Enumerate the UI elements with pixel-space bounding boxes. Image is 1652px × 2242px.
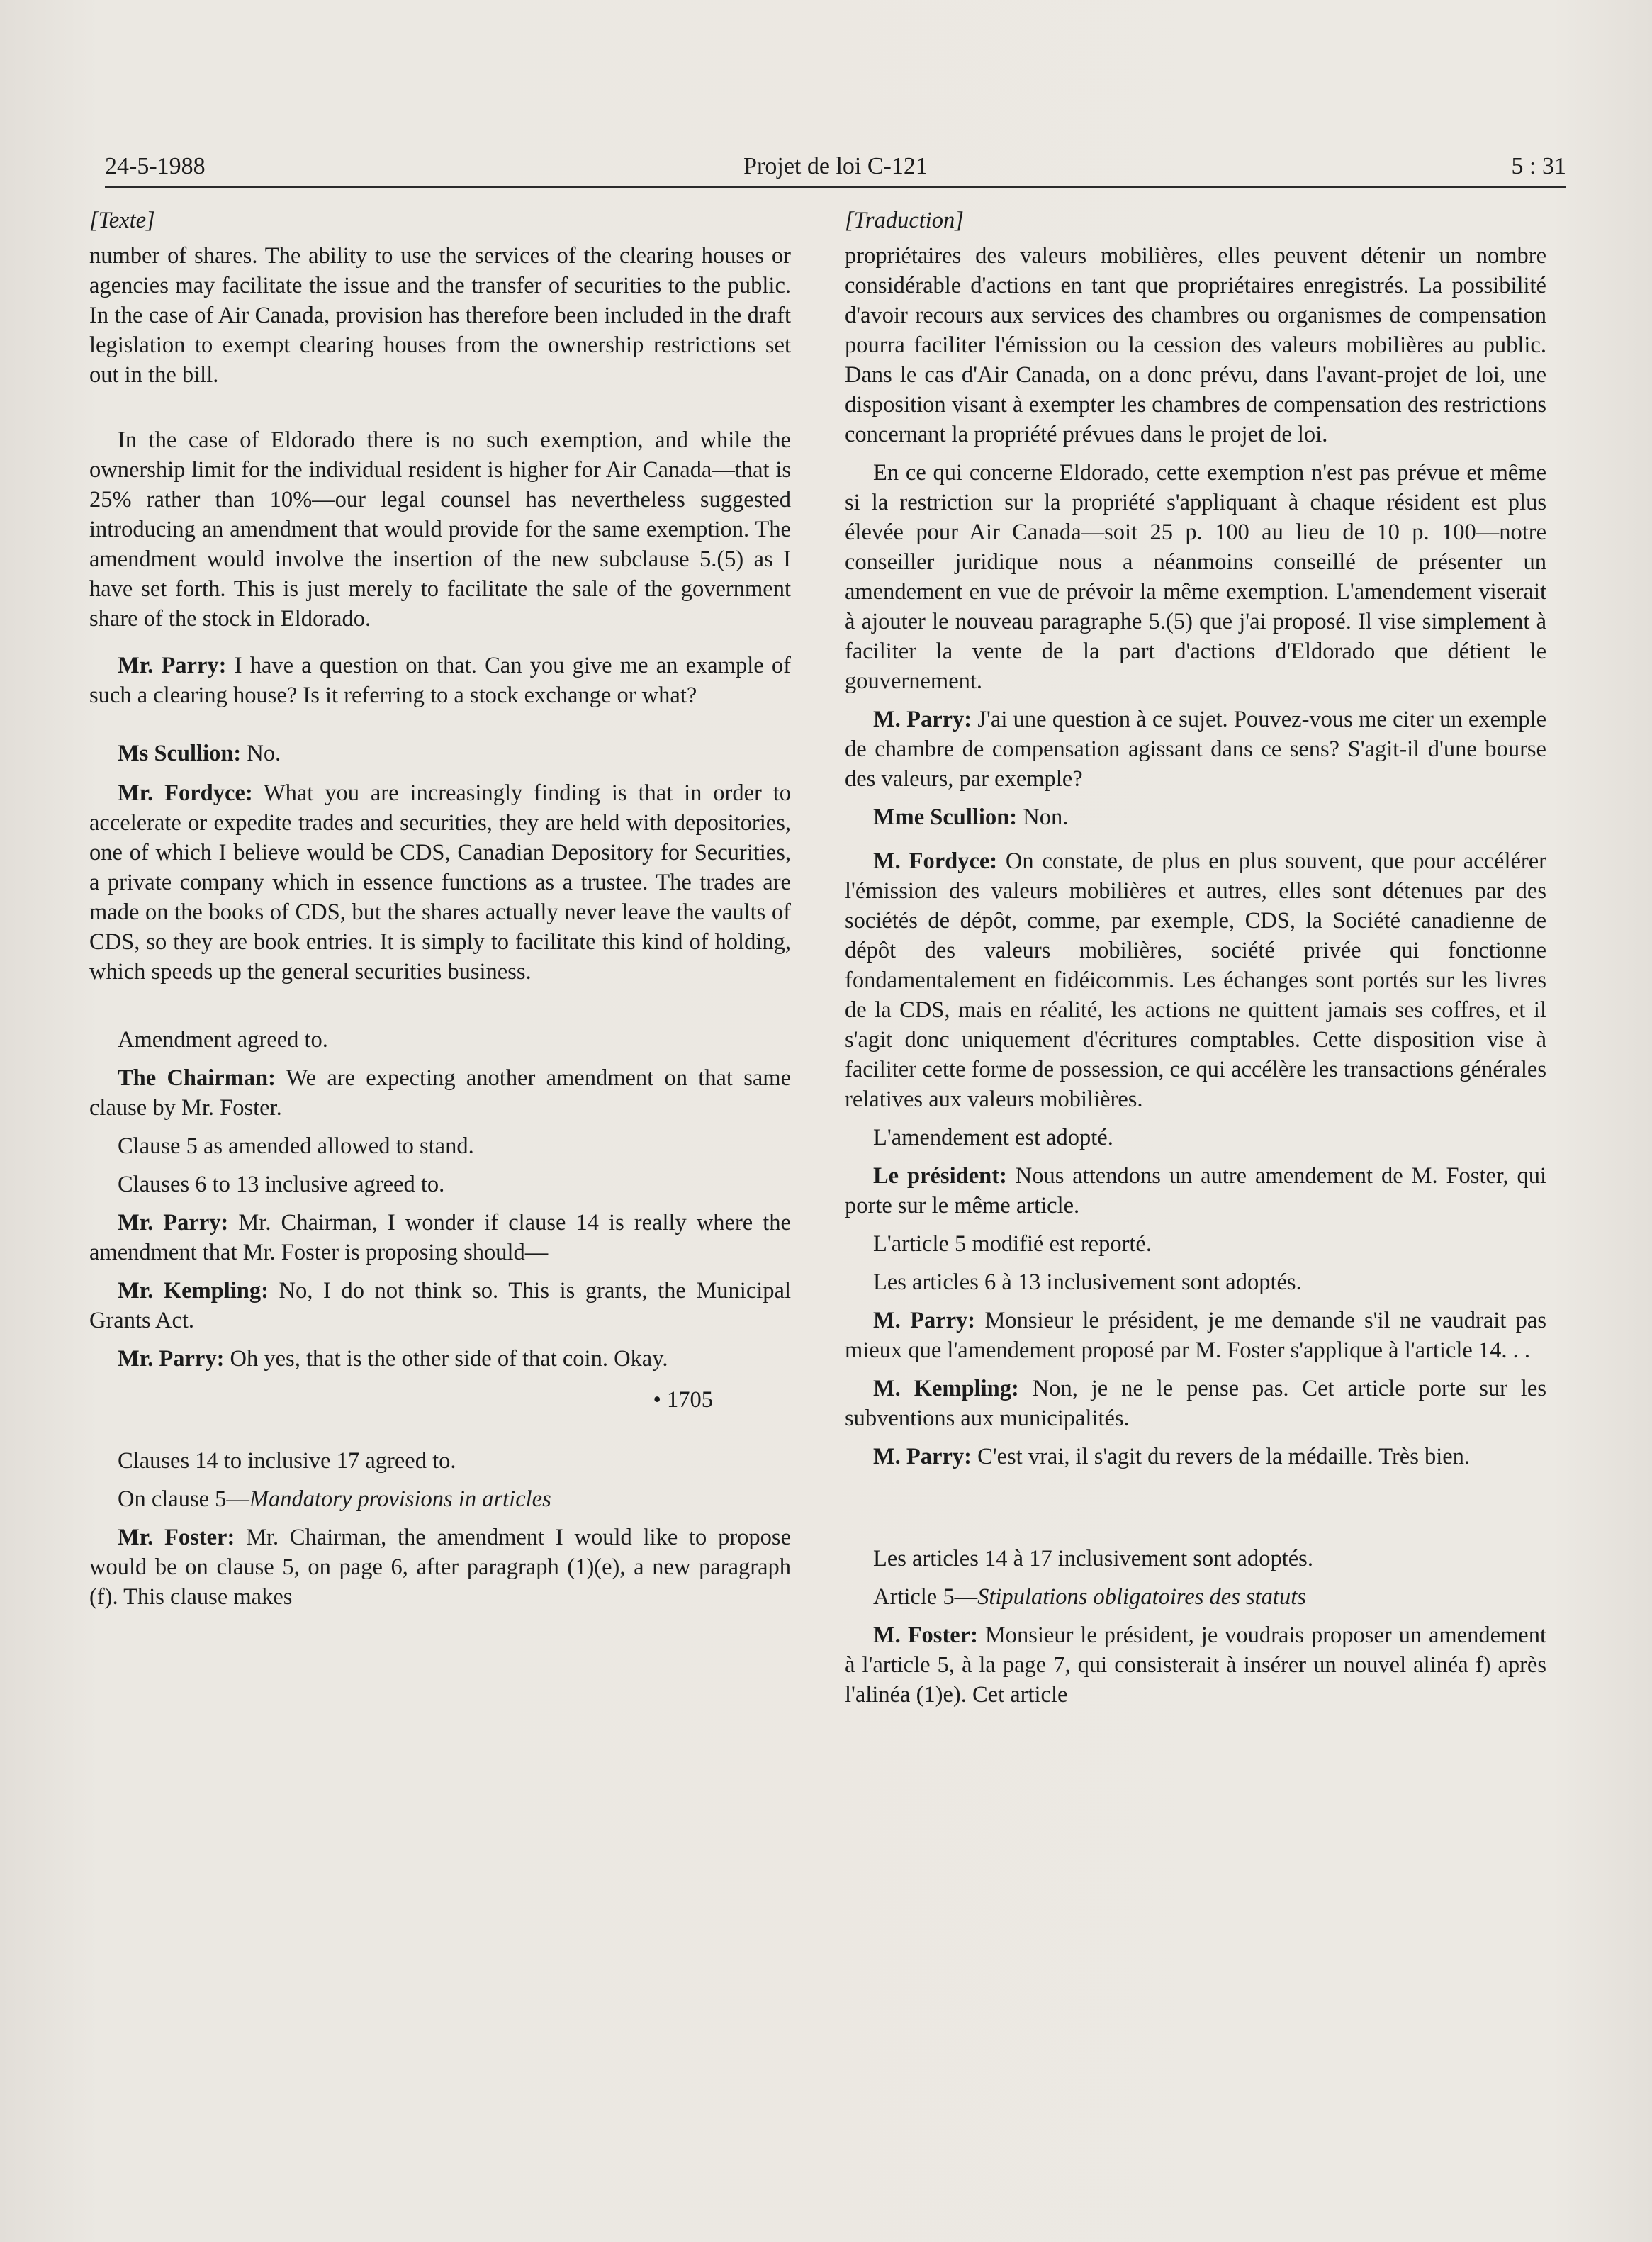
speech-text: Oh yes, that is the other side of that coin. Okay.: [224, 1346, 668, 1372]
speech-paragraph: [89, 739, 791, 768]
speaker-name: M. Fordyce:: [873, 848, 998, 874]
speech-text: What you are increasingly finding is that in order to accelerate or expedite trades and securities, they are held with depositories, one of which I believe would be CDS, Canadian Depository for Securities, a private company which in essence functions as a trustee. The trades are made on the books of CDS, but the shares actually never leave the vaults of CDS, so they are book entries. It is simply to facilitate this kind of holding, which speeds up the general securities business.: [89, 780, 791, 985]
paragraph: Clauses 14 to inclusive 17 agreed to.: [118, 1448, 456, 1474]
clause-heading: [845, 1582, 1546, 1612]
speaker-name: M. Foster:: [873, 1622, 978, 1648]
speaker-name: Mr. Parry:: [118, 1210, 229, 1235]
speech-paragraph: [89, 1276, 791, 1335]
speaker-name: Ms Scullion:: [118, 741, 242, 766]
speech-paragraph: [845, 1442, 1546, 1472]
paragraph: In the case of Eldorado there is no such exemption, and while the ownership limit for the individual resident is higher for Air Canada—that is 25% rather than 10%—our legal counsel has nevertheless suggested introducing an amendment that would provide for the same exemption. The amendment would involve the insertion of the new subclause 5.(5) as I have set forth. This is just merely to facilitate the sale of the government share of the stock in Eldorado.: [89, 427, 791, 632]
speech-paragraph: [89, 1344, 791, 1374]
paragraph: En ce qui concerne Eldorado, cette exemption n'est pas prévue et même si la restriction sur la propriété s'appliquant à chaque résident est plus élevée pour Air Canada—soit 25 p. 100 au lieu de 10 p. 100—notre conseiller juridique nous a néanmoins conseillé de présenter un amendement en vue de prévoir la même exemption. L'amendement viserait à ajouter le nouveau paragraphe 5.(5) que j'ai proposé. Il vise simplement à faciliter la vente de la part d'actions d'Eldorado que détient le gouvernement.: [845, 460, 1546, 694]
header-date: 24-5-1988: [105, 153, 206, 179]
speech-text: Mr. Chairman, I wonder if clause 14 is really where the amendment that Mr. Foster is proposing should—: [89, 1210, 791, 1265]
paragraph: Les articles 6 à 13 inclusivement sont adoptés.: [873, 1269, 1302, 1295]
speech-text: We are expecting another amendment on that same clause by Mr. Foster.: [89, 1065, 792, 1121]
speech-text: No.: [241, 741, 281, 766]
speech-paragraph: [89, 778, 791, 987]
speaker-name: The Chairman:: [118, 1065, 276, 1091]
speech-paragraph: [89, 651, 791, 710]
header-title: Projet de loi C-121: [743, 153, 928, 179]
paragraph: Amendment agreed to.: [118, 1027, 328, 1053]
paragraph: Clause 5 as amended allowed to stand.: [118, 1133, 474, 1159]
speaker-name: Le président:: [873, 1163, 1007, 1189]
speech-text: C'est vrai, il s'agit du revers de la médaille. Très bien.: [971, 1444, 1471, 1469]
speech-paragraph: [845, 705, 1546, 794]
speech-text: Nous attendons un autre amendement de M. Foster, qui porte sur le même article.: [845, 1163, 1546, 1218]
paragraph: L'article 5 modifié est reporté.: [873, 1231, 1152, 1257]
speaker-name: M. Parry:: [873, 1444, 972, 1469]
clause-prefix: On clause 5—: [118, 1486, 249, 1512]
speech-text: Monsieur le président, je me demande s'il ne vaudrait pas mieux que l'amendement proposé par M. Foster s'applique à l'article 14. . .: [845, 1308, 1546, 1363]
column-label-texte: [Texte]: [89, 208, 155, 233]
speaker-name: M. Kempling:: [873, 1376, 1019, 1401]
spacer: [845, 1472, 1546, 1544]
speaker-name: Mr. Parry:: [118, 653, 227, 678]
speech-text: Mr. Chairman, the amendment I would like to propose would be on clause 5, on page 6, after paragraph (1)(e), a new paragraph (f). This clause makes: [89, 1525, 791, 1610]
speech-paragraph: [89, 1523, 791, 1612]
speech-text: Non, je ne le pense pas. Cet article porte sur les subventions aux municipalités.: [845, 1376, 1547, 1431]
speaker-name: Mr. Kempling:: [118, 1278, 269, 1304]
speaker-name: M. Parry:: [873, 1308, 976, 1333]
page-header: [105, 143, 1566, 188]
speech-text: Non.: [1017, 805, 1069, 830]
speech-text: On constate, de plus en plus souvent, que pour accélérer l'émission des valeurs mobilières et autres, elles sont détenues par des sociétés de dépôt, comme, par exemple, CDS, la Société canadienne de dépôt des valeurs mobilières, société privée qui fonctionne fondamentalement en fidéicommis. Les échanges sont portés sur les livres de la CDS, mais en réalité, les actions ne quittent jamais ses coffres, et il s'agit donc uniquement d'écritures comptables. Cette disposition vise à faciliter cette forme de possession, ce qui accélère les transactions générales relatives aux valeurs mobilières.: [845, 848, 1547, 1112]
speaker-name: Mr. Parry:: [118, 1346, 225, 1372]
speech-paragraph: [845, 1161, 1546, 1221]
french-column: [845, 206, 1546, 1710]
time-marker: • 1705: [653, 1387, 713, 1413]
clause-title: Mandatory provisions in articles: [249, 1486, 551, 1512]
speaker-name: M. Parry:: [873, 707, 972, 732]
clause-prefix: Article 5—: [873, 1584, 978, 1610]
speech-text: J'ai une question à ce sujet. Pouvez-vous me citer un exemple de chambre de compensation agissant dans ce sens? S'agit-il d'une bourse des valeurs, par exemple?: [845, 707, 1547, 792]
clause-heading: [89, 1484, 791, 1514]
speech-paragraph: [845, 802, 1546, 832]
speaker-name: Mr. Fordyce:: [118, 780, 253, 806]
paragraph: L'amendement est adopté.: [873, 1125, 1113, 1150]
speaker-name: Mr. Foster:: [118, 1525, 235, 1550]
column-label-traduction: [Traduction]: [845, 208, 964, 233]
paragraph: Clauses 6 to 13 inclusive agreed to.: [118, 1172, 445, 1197]
speech-text: I have a question on that. Can you give me an example of such a clearing house? Is it referring to a stock exchange or what?: [89, 653, 791, 708]
speech-text: No, I do not think so. This is grants, the Municipal Grants Act.: [89, 1278, 791, 1333]
speaker-name: Mme Scullion:: [873, 805, 1018, 830]
paragraph: propriétaires des valeurs mobilières, elles peuvent détenir un nombre considérable d'actions en tant que propriétaires enregistrés. La possibilité d'avoir recours aux services des chambres ou organismes de compensation pourra faciliter l'émission ou la cession des valeurs mobilières au public. Dans le cas d'Air Canada, on a donc prévu, dans l'avant-projet de loi, une disposition visant à exempter les chambres de compensation des restrictions concernant la propriété prévues dans le projet de loi.: [845, 243, 1546, 447]
speech-paragraph: [89, 1208, 791, 1267]
speech-paragraph: [845, 1374, 1546, 1433]
speech-paragraph: [845, 1306, 1546, 1365]
speech-paragraph: [89, 1063, 791, 1123]
paragraph: number of shares. The ability to use the services of the clearing houses or agencies may facilitate the issue and the transfer of securities to the public. In the case of Air Canada, provision has therefore been included in the draft legislation to exempt clearing houses from the ownership restrictions set out in the bill.: [89, 243, 791, 388]
speech-paragraph: [845, 846, 1546, 1114]
paragraph: Les articles 14 à 17 inclusivement sont adoptés.: [873, 1546, 1313, 1571]
speech-text: Monsieur le président, je voudrais proposer un amendement à l'article 5, à la page 7, qui consisterait à insérer un nouvel alinéa f) après l'alinéa (1)e). Cet article: [845, 1622, 1547, 1708]
speech-paragraph: [845, 1620, 1546, 1710]
english-column: [89, 206, 791, 1612]
header-page-number: 5 : 31: [1511, 153, 1566, 179]
clause-title: Stipulations obligatoires des statuts: [977, 1584, 1306, 1610]
